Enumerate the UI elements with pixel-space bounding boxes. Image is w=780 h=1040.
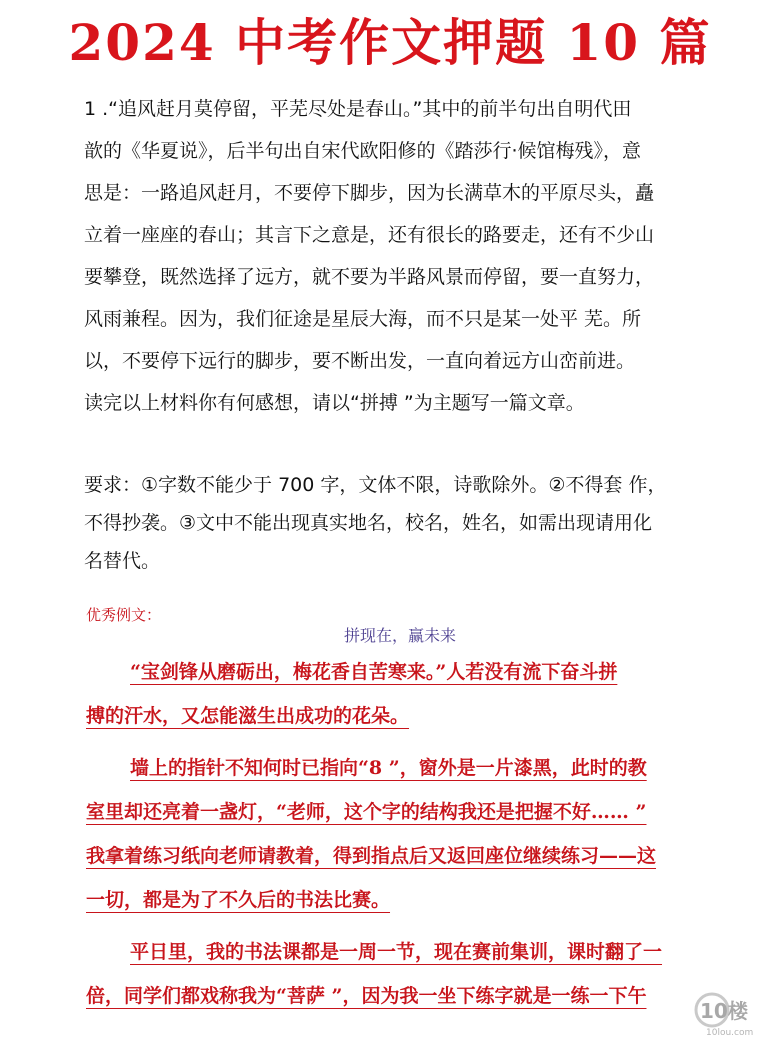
essay-line (86, 878, 726, 922)
prompt-line: 读完以上材料你有何感想，请以“拼搏 ”为主题写一篇文章。 (84, 392, 585, 414)
essay-line-text: 墙上的指针不知何时已指向“8 ”，窗外是一片漆黑，此时的教 (130, 757, 647, 779)
requirement-line: 名替代。 (84, 550, 161, 572)
prompt-line: 要攀登，既然选择了远方，就不要为半路风景而停留，要一直努力， (84, 266, 655, 288)
essay-line (86, 930, 726, 974)
prompt-line: 立着一座座的春山；其言下之意是，还有很长的路要走，还有不少山 (84, 224, 655, 246)
essay-title: 拼现在，赢未来 (343, 626, 456, 645)
essay-line (86, 694, 726, 738)
essay-line (86, 746, 726, 790)
requirement-line: 要求：①字数不能少于 700 字，文体不限，诗歌除外。②不得套 作， (84, 474, 667, 496)
essay-body (86, 650, 726, 1018)
document-title: 2024 中考作文押题 10 篇 (68, 13, 712, 72)
watermark-main: 10楼 (700, 999, 748, 1023)
prompt-line: 歆的《华夏说》，后半句出自宋代欧阳修的《踏莎行·候馆梅残》，意 (84, 140, 642, 162)
essay-line (86, 790, 726, 834)
example-label: 优秀例文： (86, 606, 162, 624)
essay-line (86, 834, 726, 878)
requirement-line: 不得抄袭。③文中不能出现真实地名，校名，姓名，如需出现请用化 (84, 512, 653, 534)
watermark-logo (690, 988, 776, 1038)
essay-line-text: 搏的汗水，又怎能滋生出成功的花朵。 (86, 705, 410, 727)
essay-line-text: 平日里，我的书法课都是一周一节，现在赛前集训，课时翻了一 (130, 941, 663, 963)
essay-line-text: 倍，同学们都戏称我为“菩萨 ”，因为我一坐下练字就是一练一下午 (86, 985, 647, 1007)
essay-paragraph (86, 930, 726, 1018)
prompt-line: 思是：一路追风赶月，不要停下脚步，因为长满草木的平原尽头，矗 (84, 182, 655, 204)
essay-paragraph (86, 746, 726, 922)
watermark-sub: 10lou.com (706, 1028, 754, 1038)
essay-paragraph (86, 650, 726, 738)
prompt-line: 风雨兼程。因为，我们征途是星辰大海，而不只是某一处平 芜。所 (84, 308, 642, 330)
requirements-text (84, 466, 724, 580)
essay-line-text: 室里却还亮着一盏灯，“老师，这个字的结构我还是把握不好…… ” (86, 801, 647, 823)
essay-line (86, 650, 726, 694)
essay-line-text: 我拿着练习纸向老师请教着，得到指点后又返回座位继续练习——这 (86, 845, 657, 867)
prompt-line: 1 .“追风赶月莫停留，平芜尽处是春山。”其中的前半句出自明代田 (84, 98, 632, 120)
prompt-line: 以，不要停下远行的脚步，要不断出发，一直向着远方山峦前进。 (84, 350, 636, 372)
prompt-text (84, 88, 724, 424)
essay-line (86, 974, 726, 1018)
essay-line-text: “宝剑锋从磨砺出，梅花香自苦寒来。”人若没有流下奋斗拼 (130, 661, 618, 683)
essay-line-text: 一切，都是为了不久后的书法比赛。 (86, 889, 391, 911)
